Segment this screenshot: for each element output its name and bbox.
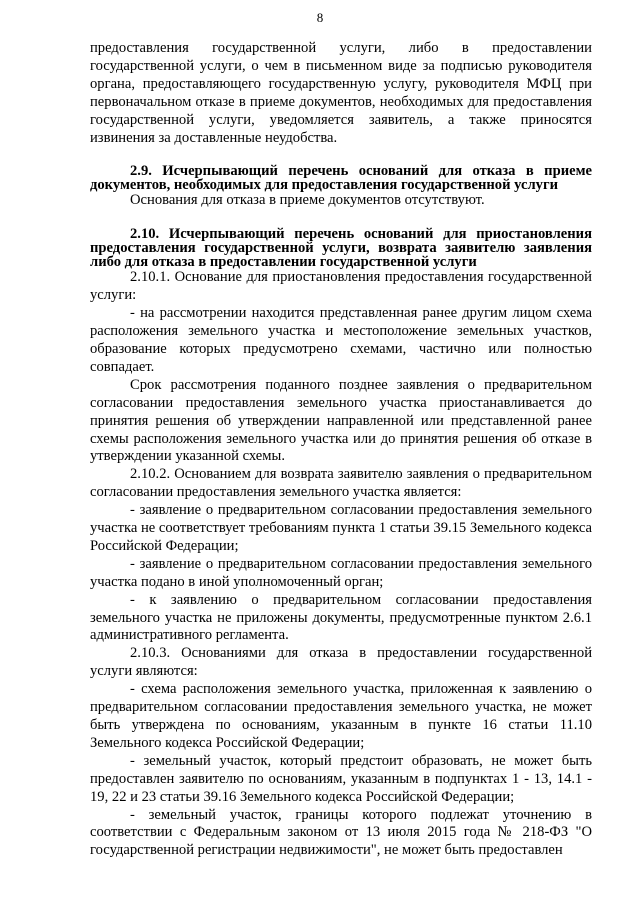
list-item: - заявление о предварительном согласовании предоставления земельного участка не соответствует требованиям пункта 1 статьи 39.15 Земельного кодекса Российской Федерации; [90,502,592,554]
paragraph: Срок рассмотрения поданного позднее заявления о предварительном согласовании предоставления земельного участка приостанавливается до принятия решения об утверждении направленной или представленной ранее схемы расположения земельного участка или до принятия решения об отказе в утверждении указанной схемы. [90,376,592,465]
paragraph: 2.10.1. Основание для приостановления предоставления государственной услуги: [90,269,592,304]
list-item: - заявление о предварительном согласовании предоставления земельного участка подано в иной уполномоченный орган; [90,555,592,590]
section-heading-2-10: 2.10. Исчерпывающий перечень оснований для приостановления предоставления государственной услуги, возврата заявителю заявления либо для отказа в предоставлении государственной услуги [90,226,592,271]
document-body [90,40,592,860]
paragraph: Основания для отказа в приеме документов отсутствуют. [130,192,485,209]
list-item: - к заявлению о предварительном согласовании предоставления земельного участка не приложены документы, предусмотренные пунктом 2.6.1 административного регламента. [90,591,592,644]
list-item: - земельный участок, который предстоит образовать, не может быть предоставлен заявителю по основаниям, указанным в подпунктах 1 - 13, 14.1 - 19, 22 и 23 статьи 39.16 Земельного кодекса Российской Федерации; [90,752,592,805]
list-item: - схема расположения земельного участка, приложенная к заявлению о предварительном согласовании предоставления земельного участка, не может быть утверждена по основаниям, указанным в пункте 16 статьи 11.10 Земельного кодекса Российской Федерации; [90,681,592,751]
list-item: - на рассмотрении находится представленная ранее другим лицом схема расположения земельного участка и местоположение земельных участков, образование которых предусмотрено схемами, частично или полностью совпадает. [90,305,592,375]
paragraph: 2.10.3. Основаниями для отказа в предоставлении государственной услуги являются: [90,645,592,680]
paragraph-continuation: предоставления государственной услуги, либо в предоставлении государственной услуги, о чем в письменном виде за подписью руководителя органа, предоставляющего государственную услугу, руководителя МФЦ при первоначальном отказе в приеме документов, необходимых для предоставления государственной услуги, уведомляется заявитель, а также приносятся извинения за доставленные неудобства. [90,40,592,146]
list-item: - земельный участок, границы которого подлежат уточнению в соответствии с Федеральным законом от 13 июля 2015 года № 218-ФЗ "О государственной регистрации недвижимости", не может быть предоставлен [90,806,592,859]
section-spacer [90,147,592,164]
section-heading-2-9: 2.9. Исчерпывающий перечень оснований для отказа в приеме документов, необходимых для предоставления государственной услуги [90,163,592,194]
page-number: 8 [316,10,324,25]
section-spacer [90,210,592,227]
paragraph: 2.10.2. Основанием для возврата заявителю заявления о предварительном согласовании предоставления земельного участка является: [90,466,592,501]
